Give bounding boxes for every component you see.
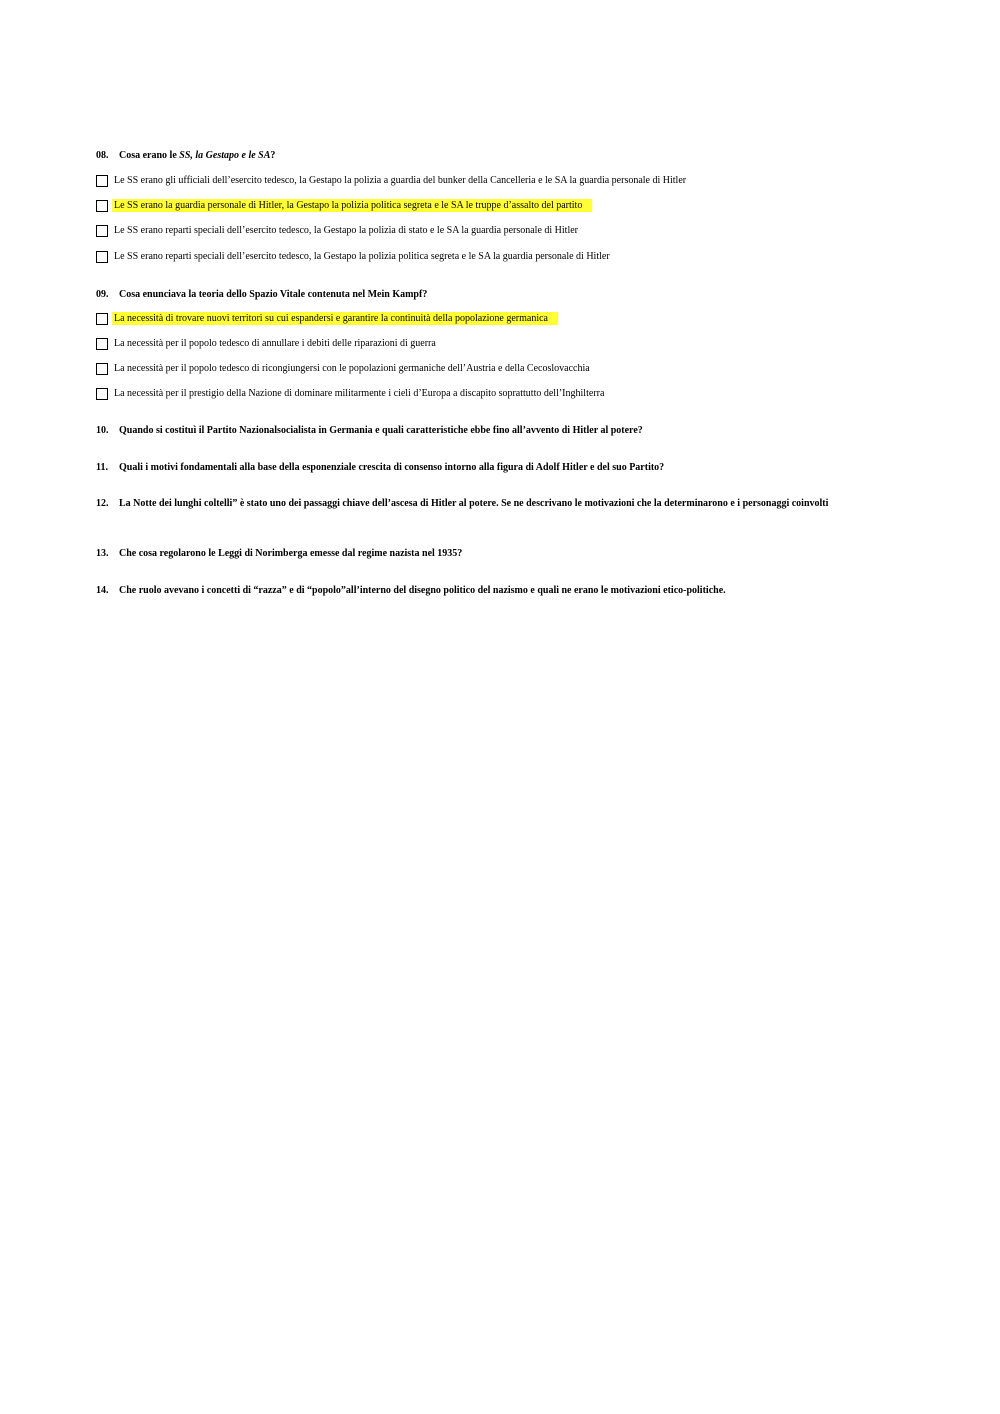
- question-text-end: ?: [270, 150, 276, 161]
- option-label-highlighted: La necessità di trovare nuovi territori su cui espandersi e garantire la continuità della popolazione germanica: [112, 312, 558, 325]
- question-10: [96, 424, 643, 437]
- question-text: Cosa enunciava la teoria dello Spazio Vitale contenuta nel Mein Kampf?: [119, 289, 428, 300]
- question-14: [96, 584, 726, 597]
- q09-option-4[interactable]: [96, 386, 606, 401]
- question-text: Quando si costituì il Partito Nazionalsocialista in Germania e quali caratteristiche ebbe fino all’avvento di Hitler al potere?: [119, 425, 643, 436]
- option-label-highlighted: Le SS erano la guardia personale di Hitler, la Gestapo la polizia politica segreta e le SA le truppe d’assalto del partito: [112, 199, 592, 212]
- option-label: La necessità per il prestigio della Nazione di dominare militarmente i cieli d’Europa a discapito soprattutto dell’Inghilterra: [114, 388, 605, 399]
- option-label: La necessità per il popolo tedesco di annullare i debiti delle riparazioni di guerra: [114, 338, 436, 349]
- question-11: [96, 461, 664, 474]
- question-number: 10.: [96, 425, 109, 436]
- question-13: [96, 547, 462, 560]
- q08-option-1[interactable]: [96, 173, 688, 188]
- checkbox[interactable]: [96, 388, 108, 400]
- question-text: Cosa erano le: [119, 150, 180, 161]
- question-text: La Notte dei lunghi coltelli” è stato uno dei passaggi chiave dell’ascesa di Hitler al potere. Se ne descrivano le motivazioni che la determinarono e i personaggi coinvolti: [119, 498, 829, 509]
- q09-option-3[interactable]: [96, 361, 592, 376]
- checkbox[interactable]: [96, 225, 108, 237]
- option-label: La necessità per il popolo tedesco di ricongiungersi con le popolazioni germaniche dell’Austria e della Cecoslovacchia: [114, 363, 590, 374]
- q08-option-3[interactable]: [96, 223, 580, 238]
- question-text-italic: SS, la Gestapo e le SA: [179, 150, 271, 161]
- question-number: 09.: [96, 289, 109, 300]
- q08-option-4[interactable]: [96, 249, 612, 264]
- q08-option-2[interactable]: [96, 198, 592, 213]
- question-number: 11.: [96, 462, 108, 473]
- q09-option-1[interactable]: [96, 311, 558, 326]
- question-text: Quali i motivi fondamentali alla base della esponenziale crescita di consenso intorno alla figura di Adolf Hitler e del suo Partito?: [119, 462, 665, 473]
- checkbox[interactable]: [96, 251, 108, 263]
- question-09: [96, 288, 427, 301]
- question-number: 14.: [96, 585, 109, 596]
- q09-option-2[interactable]: [96, 336, 438, 351]
- question-text: Che ruolo avevano i concetti di “razza” e di “popolo”all’interno del disegno politico del nazismo e quali ne erano le motivazioni etico-politiche.: [119, 585, 726, 596]
- question-text: Che cosa regolarono le Leggi di Norimberga emesse dal regime nazista nel 1935?: [119, 548, 463, 559]
- checkbox[interactable]: [96, 200, 108, 212]
- checkbox[interactable]: [96, 175, 108, 187]
- question-number: 08.: [96, 150, 109, 161]
- option-label: Le SS erano reparti speciali dell’esercito tedesco, la Gestapo la polizia politica segreta e le SA la guardia personale di Hitler: [114, 251, 610, 262]
- checkbox[interactable]: [96, 338, 108, 350]
- checkbox[interactable]: [96, 313, 108, 325]
- question-12: [96, 497, 892, 510]
- question-number: 13.: [96, 548, 109, 559]
- question-08: [96, 149, 275, 162]
- checkbox[interactable]: [96, 363, 108, 375]
- option-label: Le SS erano reparti speciali dell’esercito tedesco, la Gestapo la polizia di stato e le SA la guardia personale di Hitler: [114, 225, 579, 236]
- question-number: 12.: [96, 498, 109, 509]
- option-label: Le SS erano gli ufficiali dell’esercito tedesco, la Gestapo la polizia a guardia del bunker della Cancelleria e le SA la guardia personale di Hitler: [114, 175, 687, 186]
